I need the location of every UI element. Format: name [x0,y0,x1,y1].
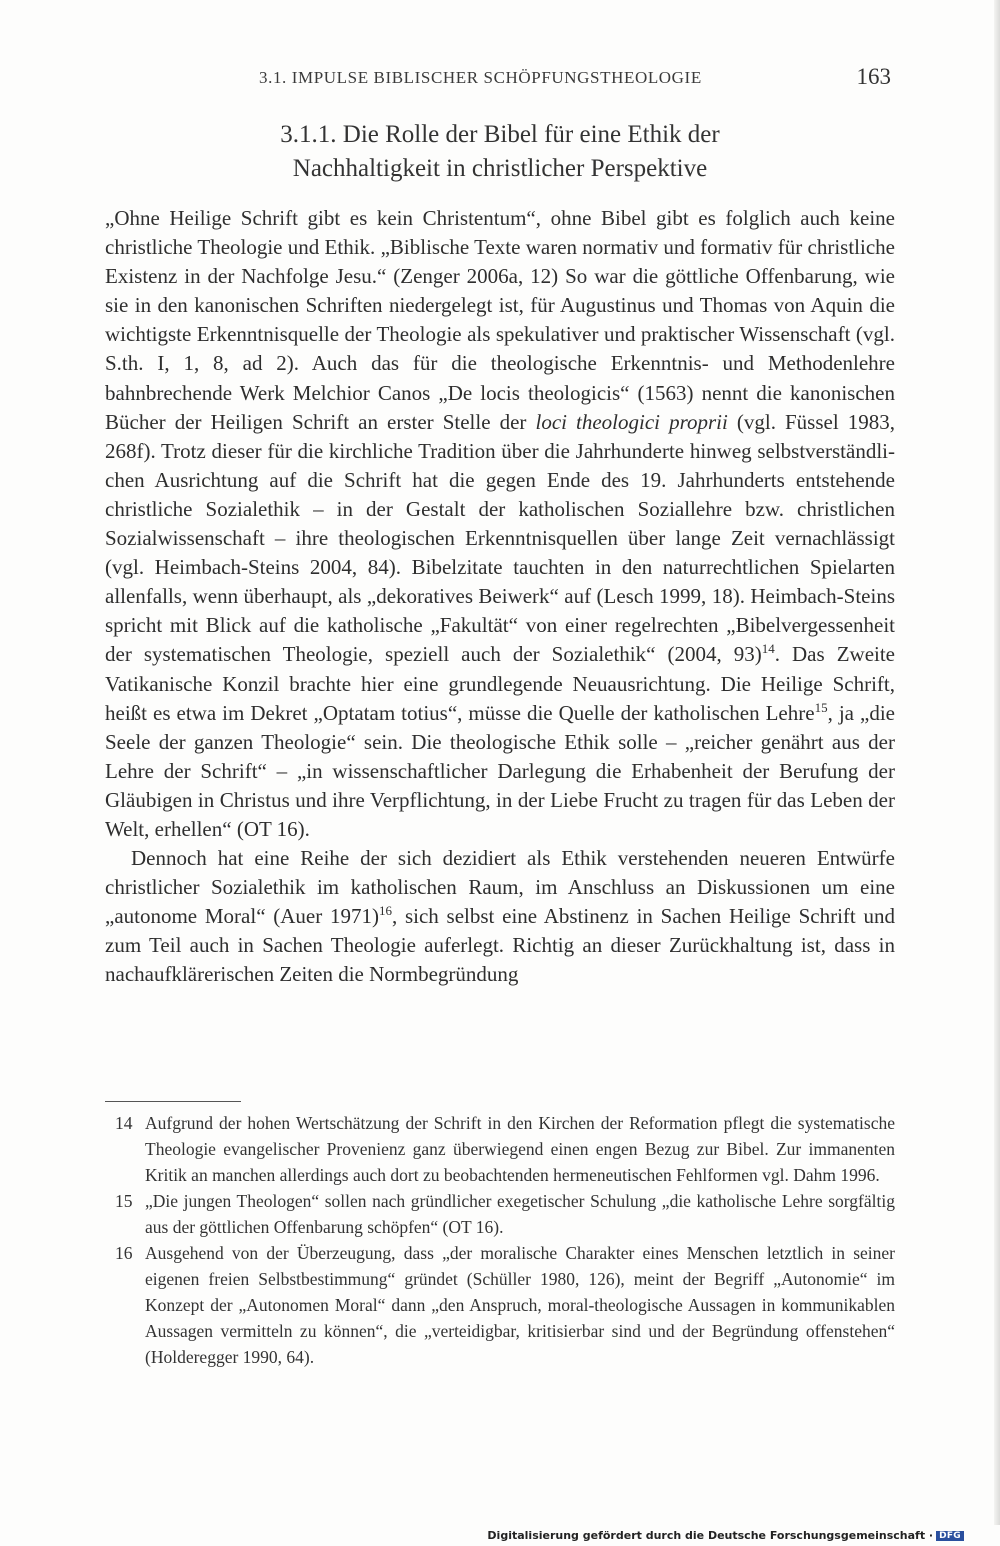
footnotes [105,1110,895,1370]
footnote-text: Ausgehend von der Überzeugung, dass „der moralische Charakter eines Menschen letztlich in seiner eigenen freien Selbstbestimmung“ gründet (Schüller 1980, 126), meint der Begriff „Autonomie“ im Konzept der „Autonomen Moral“ dann „den Anspruch, moral-theologische Aussagen in kommunikablen Aussagen vermitteln zu können“, die „verteidigbar, kritisierbar sind und der Begründung offenstehen“ (Holderegger 1990, 64). [145,1243,895,1367]
footnote-16 [105,1240,895,1370]
body-text [105,204,895,990]
paragraph-1 [105,204,895,844]
running-head [105,66,895,96]
footnote-ref-14[interactable]: 14 [761,641,775,657]
footnote-ref-16[interactable]: 16 [378,903,392,919]
digitization-credit-text: Digitalisierung gefördert durch die Deutsche Forschungsgemeinschaft · [487,1529,934,1542]
footnote-number: 16 [115,1243,133,1263]
page-edge-shadow [994,0,1000,1525]
paragraph-2 [105,844,895,989]
dfg-logo: DFG [936,1531,964,1541]
running-head-title: 3.1. IMPULSE BIBLISCHER SCHÖPFUNGSTHEOLOGIE [259,68,702,87]
footnote-separator [105,1101,241,1102]
paragraph-1-part-b: (vgl. Füssel 1983, 268f). Trotz dieser für die kirchliche Tradition über die Jahrhunderte hinweg selbstverständlichen Ausrichtung auf die Schrift hat die gegen Ende des 19. Jahrhunderts entstehende christliche Sozialethik – in der Gestalt der katholischen Soziallehre bzw. christlichen Sozialwissenschaft – ihre theologischen Erkenntnisquellen über lange Zeit vernachlässigt (vgl. Heimbach-Steins 2004, 84). Bibelzitate tauchten in den naturrechtlichen Spielarten allenfalls, wenn überhaupt, als „dekoratives Beiwerk“ auf (Lesch 1999, 18). Heimbach-Steins spricht mit Blick auf die katholische „Fakultät“ von einer regelrechten „Bibelvergessenheit der systematischen Theologie, speziell auch der Sozialethik“ (2004, 93) [105,409,895,667]
footnote-text: „Die jungen Theologen“ sollen nach gründlicher exegetischer Schulung „die katholische Lehre sorgfältig aus der göttlichen Offenbarung schöpfen“ (OT 16). [145,1191,895,1237]
section-heading [105,118,895,186]
footnote-number: 15 [115,1191,133,1211]
page-number: 163 [856,64,891,89]
footnote-14 [105,1110,895,1188]
paragraph-1-part-a: „Ohne Heilige Schrift gibt es kein Christentum“, ohne Bibel gibt es folglich auch keine christliche Theologie und Ethik. „Biblische Texte waren normativ und formativ für christliche Existenz in der Nachfolge Jesu.“ (Zenger 2006a, 12) So war die göttliche Offenbarung, wie sie in den kanonischen Schriften niedergelegt ist, für Augustinus und Thomas von Aquin die wichtigste Erkenntnisquelle der Theologie als spekulativer und praktischer Wissenschaft (vgl. S.th. I, 1, 8, ad 2). Auch das für die theologische Erkenntnis- und Methodenlehre bahnbrechende Werk Melchior Canos „De locis theologicis“ (1563) nennt die kanonischen Bücher der Heiligen Schrift an erster Stelle der [105,206,895,434]
footnote-15 [105,1188,895,1240]
footnote-number: 14 [115,1113,133,1133]
paragraph-2-part-a: Dennoch hat eine Reihe der sich dezidiert als Ethik verstehenden neueren Entwürfe christlicher Sozialethik im katholischen Raum, im Anschluss an Diskussionen um eine „autonome Moral“ (Auer 1971) [105,846,895,929]
paragraph-1-part-c: . Das Zweite Vatikanische Konzil brachte hier eine grundlegende Neuausrichtung. Die Heilige Schrift, heißt es etwa im Dekret „Optatam totius“, müsse die Quelle der katholischen Lehre [105,642,895,725]
paragraph-1-italic-term: loci theologici proprii [535,409,728,434]
paragraph-1-part-d: , ja „die Seele der ganzen Theologie“ sein. Die theologische Ethik solle – „reicher genährt aus der Lehre der Schrift“ – „in wissenschaftlicher Darlegung die Erhabenheit der Berufung der Gläubigen in Christus und ihre Verpflichtung, in der Liebe Frucht zu tragen für das Leben der Welt, erhellen“ (OT 16). [105,700,895,841]
section-heading-line-2: Nachhaltigkeit in christlicher Perspektive [292,155,708,182]
paragraph-2-part-b: , sich selbst eine Abstinenz in Sachen Heilige Schrift und zum Teil auch in Sachen Theologie auferlegt. Richtig an dieser Zurückhaltung ist, dass in nachaufklärerischen Zeiten die Normbegründung [105,904,895,987]
section-heading-line-1: 3.1.1. Die Rolle der Bibel für eine Ethik der [280,121,720,148]
footnote-text: Aufgrund der hohen Wertschätzung der Schrift in den Kirchen der Reformation pflegt die systematische Theologie evangelischer Provenienz ganz überwiegend einen engen Bezug zur Bibel. Zur immanenten Kritik an manchen allerdings auch dort zu beobachtenden hermeneutischen Fehlformen vgl. Dahm 1996. [145,1113,895,1185]
footnote-ref-15[interactable]: 15 [814,699,828,715]
digitization-credit [487,1529,964,1542]
